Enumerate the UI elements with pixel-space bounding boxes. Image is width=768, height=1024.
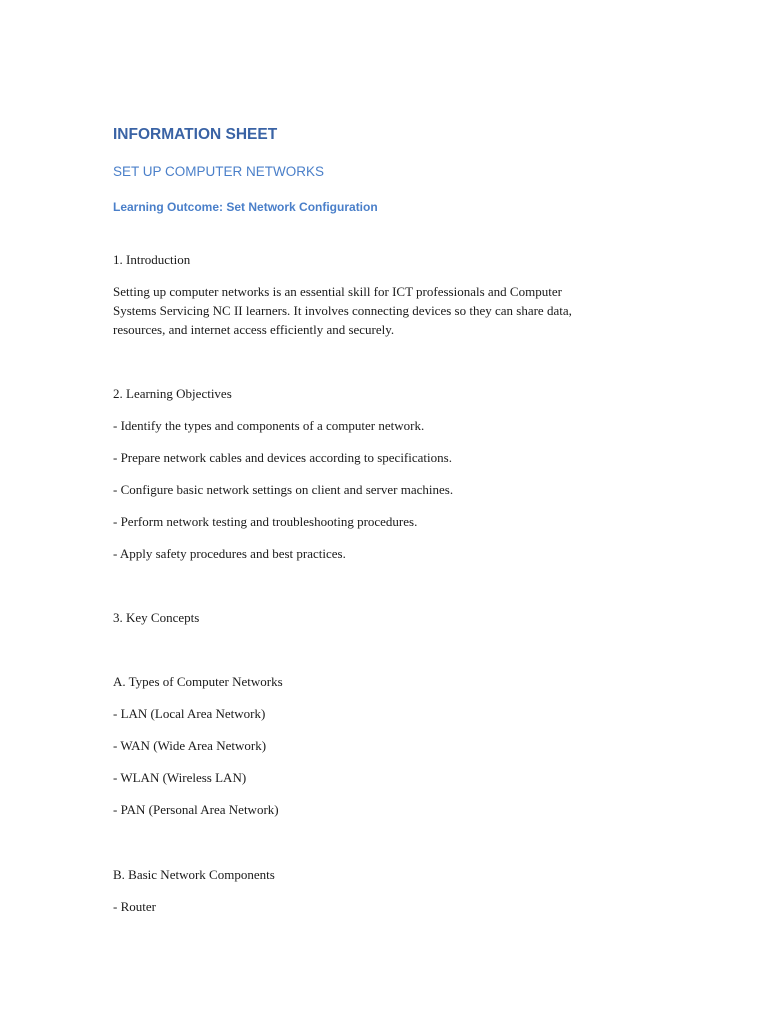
objective-item: - Apply safety procedures and best practices. xyxy=(113,546,346,561)
network-type-item: - WAN (Wide Area Network) xyxy=(113,738,267,753)
introduction-line-1: Setting up computer networks is an essential skill for ICT professionals and Computer xyxy=(113,284,562,299)
objective-item: - Perform network testing and troubleshooting procedures. xyxy=(113,514,418,529)
objective-item: - Identify the types and components of a computer network. xyxy=(113,418,425,433)
objectives-heading: 2. Learning Objectives xyxy=(113,386,232,401)
network-components-heading: B. Basic Network Components xyxy=(113,867,275,882)
introduction-heading: 1. Introduction xyxy=(113,252,191,267)
introduction-line-3: resources, and internet access efficiently and securely. xyxy=(113,322,395,337)
network-type-item: - PAN (Personal Area Network) xyxy=(113,802,279,817)
document-title: INFORMATION SHEET xyxy=(113,126,278,143)
network-type-item: - LAN (Local Area Network) xyxy=(113,706,266,721)
learning-outcome-heading: Learning Outcome: Set Network Configuration xyxy=(113,200,378,214)
objective-item: - Configure basic network settings on client and server machines. xyxy=(113,482,454,497)
objective-item: - Prepare network cables and devices according to specifications. xyxy=(113,450,452,465)
network-component-item: - Router xyxy=(113,899,156,914)
network-types-heading: A. Types of Computer Networks xyxy=(113,674,283,689)
network-type-item: - WLAN (Wireless LAN) xyxy=(113,770,247,785)
introduction-line-2: Systems Servicing NC II learners. It involves connecting devices so they can share data, xyxy=(113,303,572,318)
key-concepts-heading: 3. Key Concepts xyxy=(113,610,200,625)
document-subtitle: SET UP COMPUTER NETWORKS xyxy=(113,164,325,179)
